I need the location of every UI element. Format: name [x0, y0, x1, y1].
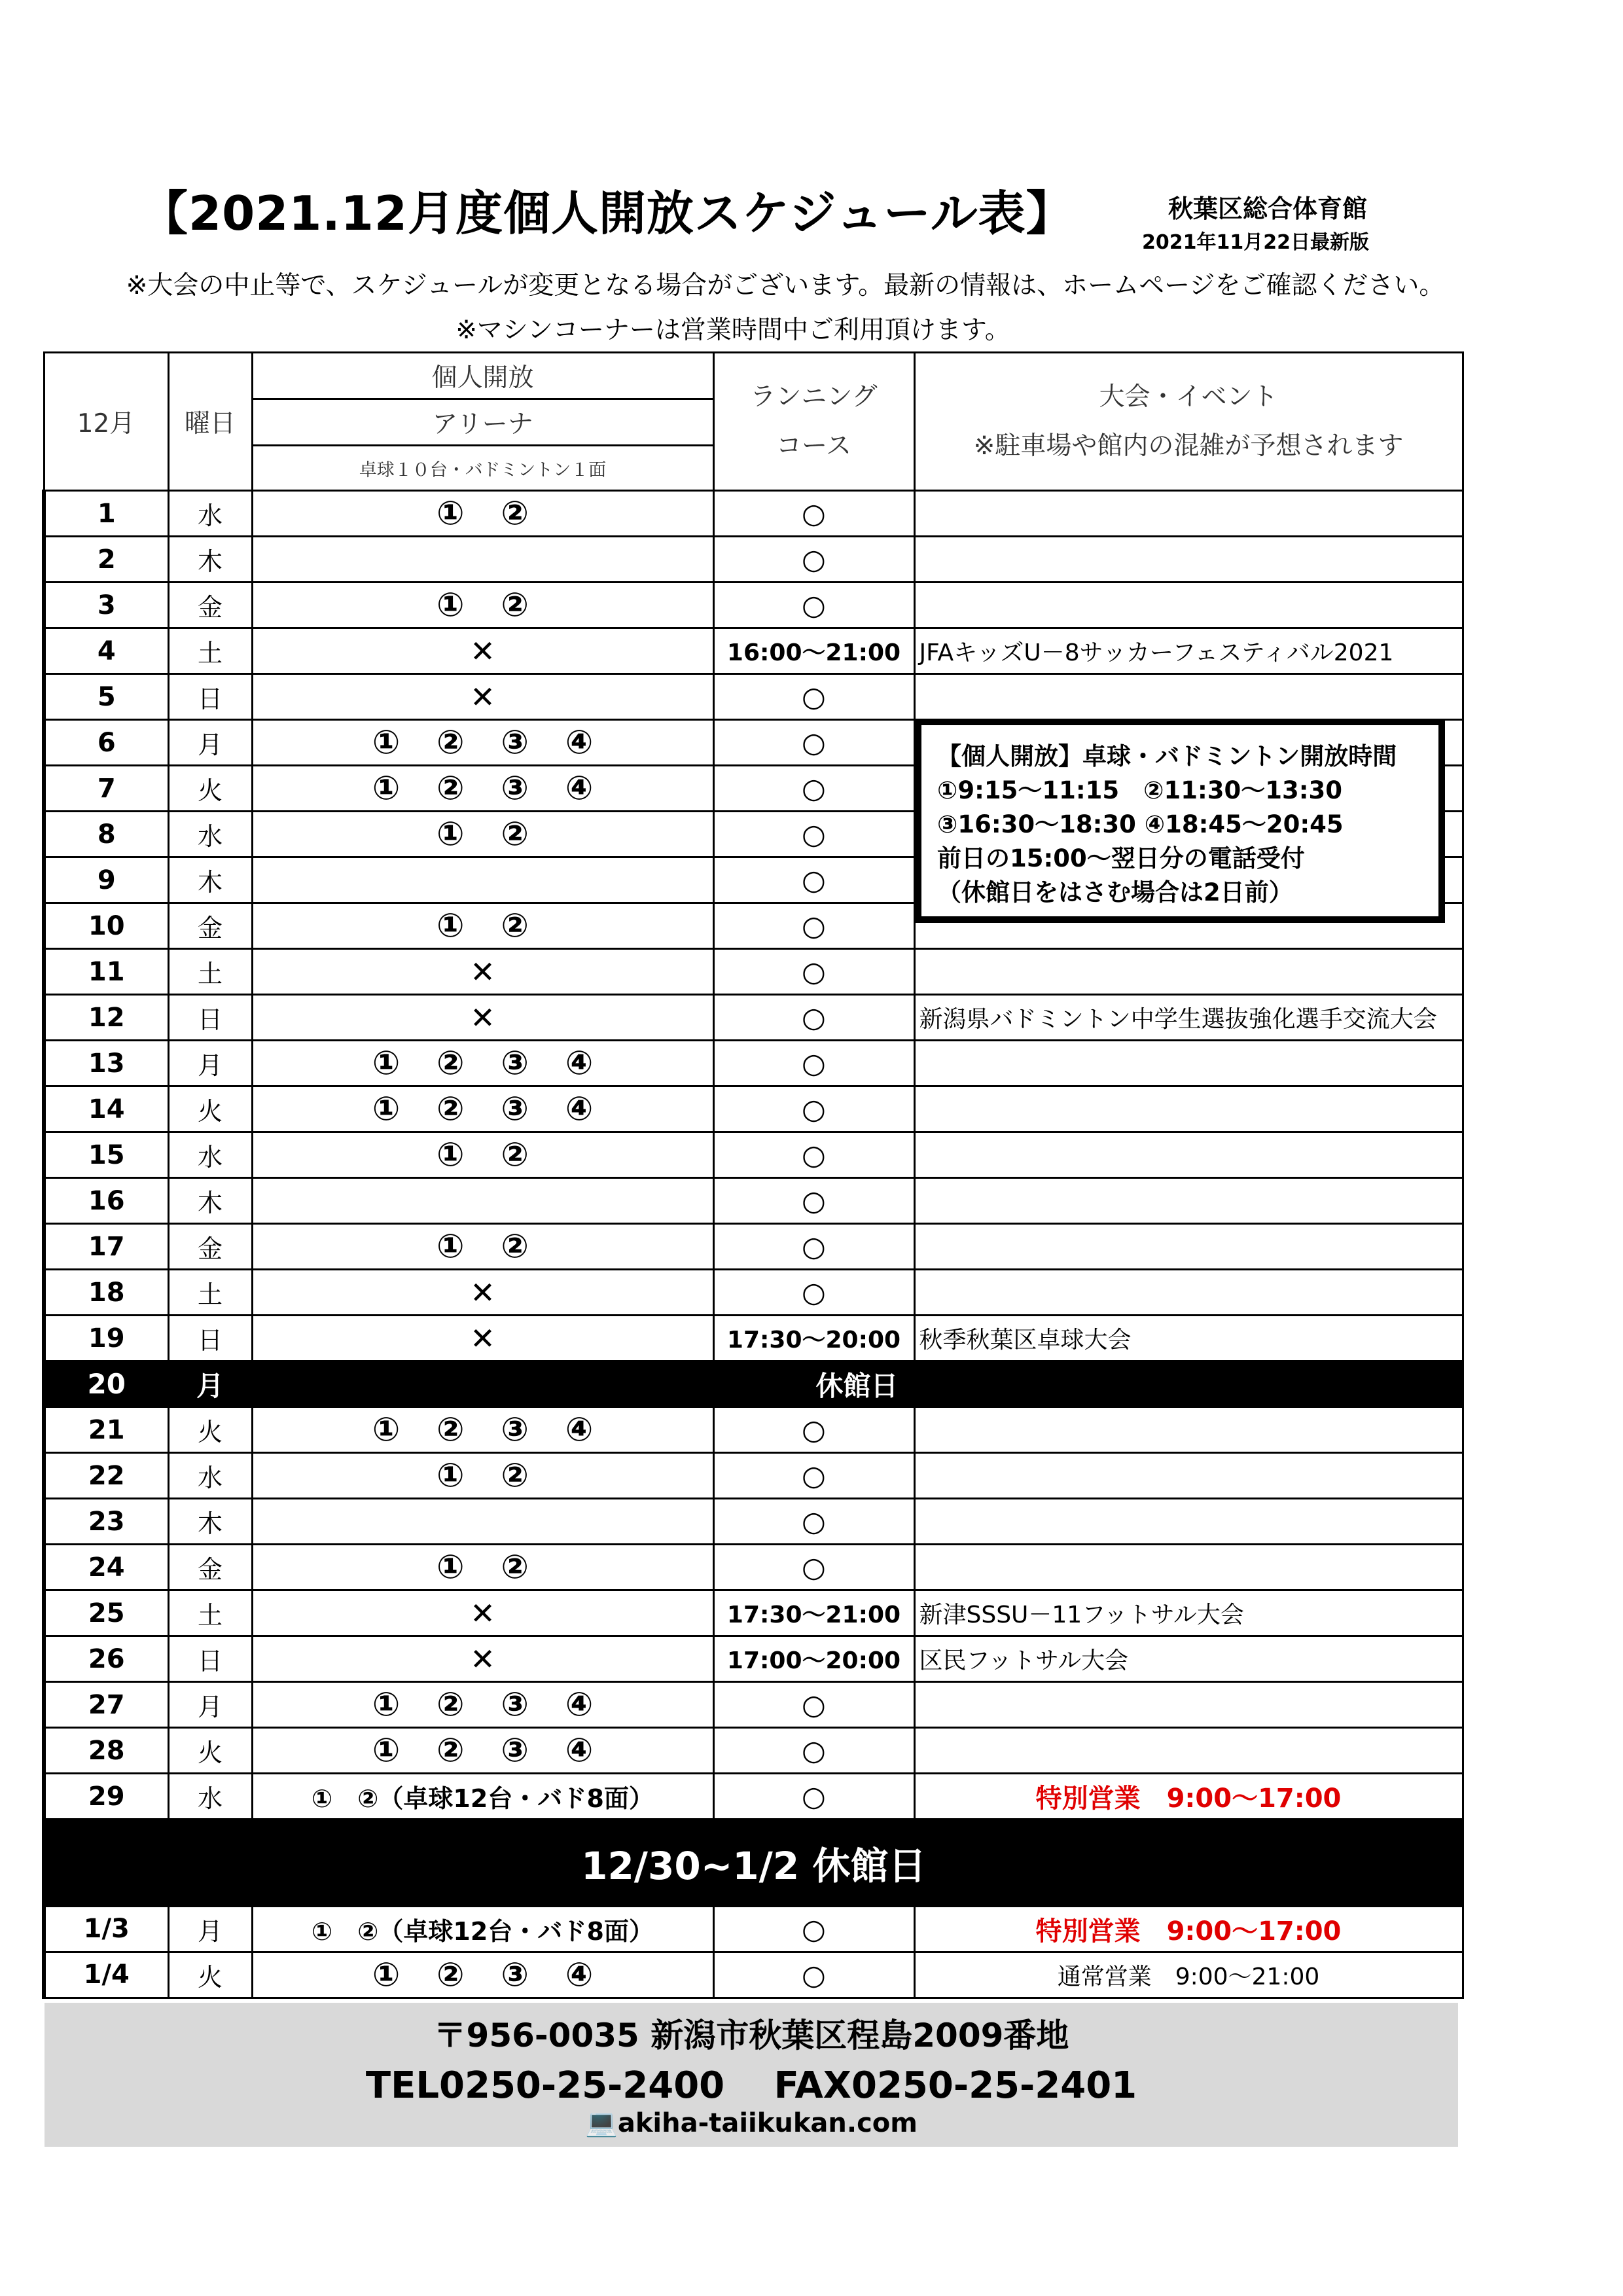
- running-course: ○: [713, 583, 914, 628]
- running-course: ○: [713, 1728, 914, 1774]
- event: [914, 1041, 1463, 1086]
- running-course: ○: [713, 1774, 914, 1820]
- updated-date: 2021年11月22日最新版: [1142, 231, 1369, 254]
- day-number: 3: [44, 583, 168, 628]
- closed-x-mark: ✕: [470, 999, 495, 1035]
- weekday: 木: [168, 537, 252, 583]
- day-number: 5: [44, 674, 168, 720]
- slot-number: ④: [565, 1090, 594, 1128]
- slot-number: ④: [565, 1685, 594, 1724]
- schedule-row: [44, 674, 1463, 720]
- event: [914, 1086, 1463, 1132]
- weekday: 日: [168, 1316, 252, 1361]
- slot-number: ②: [501, 1548, 529, 1587]
- running-course: ○: [713, 1086, 914, 1132]
- arena-slots: [252, 1636, 713, 1682]
- day-number: 2: [44, 537, 168, 583]
- slot-number: ③: [501, 1731, 529, 1770]
- weekday: 月: [168, 1041, 252, 1086]
- weekday: 日: [168, 995, 252, 1041]
- slot-number: ①: [437, 494, 465, 533]
- notice-slots-1: ①9:15～11:15 ②11:30～13:30: [937, 776, 1343, 804]
- arena-slots: [252, 1728, 713, 1774]
- weekday: 金: [168, 903, 252, 949]
- day-number: 28: [44, 1728, 168, 1774]
- schedule-row: [44, 1590, 1463, 1636]
- slot-number: ①: [372, 1090, 401, 1128]
- arena-sub-header: 卓球１０台・バドミントン１面: [252, 446, 713, 491]
- weekday: 金: [168, 583, 252, 628]
- weekday: 金: [168, 1545, 252, 1590]
- slot-number: ③: [501, 1685, 529, 1724]
- arena-slots: [252, 1952, 713, 1998]
- running-course: 16:00～21:00: [713, 628, 914, 674]
- slot-number: ①: [437, 1548, 465, 1587]
- weekday: 日: [168, 674, 252, 720]
- day-number: 27: [44, 1682, 168, 1728]
- slot-number: ④: [565, 1955, 594, 1994]
- notice-phone: 前日の15:00～翌日分の電話受付: [937, 844, 1305, 872]
- arena-slots: [252, 1224, 713, 1270]
- month-header: 12月: [44, 353, 168, 491]
- arena-slots: [252, 995, 713, 1041]
- running-course: ○: [713, 1545, 914, 1590]
- arena-slots: [252, 766, 713, 812]
- slot-number: ③: [501, 723, 529, 762]
- event: 区民フットサル大会: [914, 1636, 1463, 1682]
- day-number: 4: [44, 628, 168, 674]
- schedule-row: [44, 949, 1463, 995]
- weekday: 木: [168, 1499, 252, 1545]
- arena-slots: [252, 1407, 713, 1453]
- weekday: 水: [168, 1132, 252, 1178]
- weekday: 月: [168, 1361, 252, 1407]
- footer-url[interactable]: 💻akiha-taiikukan.com: [585, 2108, 918, 2138]
- slot-number: ①: [437, 906, 465, 945]
- slot-number: ③: [501, 1410, 529, 1449]
- schedule-table: [42, 351, 1464, 1999]
- event: [914, 1545, 1463, 1590]
- schedule-row: [44, 1545, 1463, 1590]
- event: [914, 1132, 1463, 1178]
- running-course: ○: [713, 1132, 914, 1178]
- event: [914, 1453, 1463, 1499]
- arena-slots: [252, 537, 713, 583]
- running-header-line1: ランニング: [750, 382, 878, 412]
- schedule-row: [44, 1906, 1463, 1952]
- weekday: 火: [168, 1728, 252, 1774]
- page-title: 【2021.12月度個人開放スケジュール表】: [141, 186, 1074, 241]
- day-number: 11: [44, 949, 168, 995]
- slot-number: ①: [372, 1685, 401, 1724]
- personal-open-header: 個人開放: [252, 353, 713, 399]
- schedule-row: [44, 583, 1463, 628]
- day-number: 13: [44, 1041, 168, 1086]
- schedule-change-note: ※大会の中止等で、スケジュールが変更となる場合がございます。最新の情報は、ホームページをご確認ください。: [126, 271, 1445, 300]
- running-course: ○: [713, 1499, 914, 1545]
- schedule-row: [44, 1132, 1463, 1178]
- running-course: ○: [713, 674, 914, 720]
- slot-number: ①: [437, 1227, 465, 1266]
- closed-x-mark: ✕: [470, 679, 495, 715]
- slot-number: ②: [437, 1731, 465, 1770]
- running-course: 17:00～20:00: [713, 1636, 914, 1682]
- schedule-row: [44, 995, 1463, 1041]
- arena-slots: [252, 491, 713, 537]
- schedule-row: [44, 1407, 1463, 1453]
- closed-x-mark: ✕: [470, 1320, 495, 1356]
- weekday: 火: [168, 766, 252, 812]
- arena-slots: [252, 1178, 713, 1224]
- footer-address: 〒956-0035 新潟市秋葉区程島2009番地: [433, 2017, 1069, 2054]
- weekday: 金: [168, 1224, 252, 1270]
- slot-number: ②: [437, 1044, 465, 1083]
- running-course: ○: [713, 1952, 914, 1998]
- event: [914, 1407, 1463, 1453]
- day-number: 16: [44, 1178, 168, 1224]
- weekday: 土: [168, 949, 252, 995]
- arena-slots: [252, 674, 713, 720]
- running-course: ○: [713, 1178, 914, 1224]
- event: 通常営業 9:00～21:00: [914, 1952, 1463, 1998]
- event: [914, 1224, 1463, 1270]
- event: JFAキッズU－8サッカーフェスティバル2021: [914, 628, 1463, 674]
- arena-slots: [252, 949, 713, 995]
- event: [914, 1728, 1463, 1774]
- arena-header: アリーナ: [252, 399, 713, 446]
- event: [914, 1270, 1463, 1316]
- schedule-row: [44, 1499, 1463, 1545]
- arena-slots: [252, 1499, 713, 1545]
- weekday: 月: [168, 1906, 252, 1952]
- schedule-row: [44, 1086, 1463, 1132]
- arena-slots: [252, 720, 713, 766]
- schedule-row: [44, 1041, 1463, 1086]
- weekday: 土: [168, 1590, 252, 1636]
- schedule-row: [44, 628, 1463, 674]
- arena-slots: [252, 1682, 713, 1728]
- slot-number: ③: [501, 1044, 529, 1083]
- running-course: ○: [713, 812, 914, 857]
- day-number: 22: [44, 1453, 168, 1499]
- event: 新潟県バドミントン中学生選抜強化選手交流大会: [914, 995, 1463, 1041]
- slot-number: ④: [565, 769, 594, 808]
- running-course: ○: [713, 1906, 914, 1952]
- slot-number: ④: [565, 1044, 594, 1083]
- open-hours-notice: [915, 719, 1445, 923]
- slot-number: ①: [372, 1955, 401, 1994]
- weekday: 水: [168, 1453, 252, 1499]
- slot-number: ④: [565, 1410, 594, 1449]
- slot-number: ②: [437, 769, 465, 808]
- running-course: ○: [713, 949, 914, 995]
- day-number: 20: [44, 1361, 168, 1407]
- machine-corner-note: ※マシンコーナーは営業時間中ご利用頂けます。: [455, 315, 1010, 345]
- day-number: 7: [44, 766, 168, 812]
- arena-slots: [252, 1041, 713, 1086]
- day-number: 17: [44, 1224, 168, 1270]
- day-number: 19: [44, 1316, 168, 1361]
- arena-slots: [252, 1453, 713, 1499]
- running-course: ○: [713, 720, 914, 766]
- schedule-row: [44, 491, 1463, 537]
- weekday: 水: [168, 491, 252, 537]
- event: [914, 1178, 1463, 1224]
- running-course: 17:30～21:00: [713, 1590, 914, 1636]
- schedule-row: [44, 1728, 1463, 1774]
- weekday: 木: [168, 1178, 252, 1224]
- weekday: 水: [168, 1774, 252, 1820]
- arena-slots: [252, 812, 713, 857]
- event: [914, 583, 1463, 628]
- weekday-header: 曜日: [168, 353, 252, 491]
- arena-slots: [252, 1086, 713, 1132]
- schedule-row: [44, 1224, 1463, 1270]
- event: [914, 491, 1463, 537]
- running-course: ○: [713, 995, 914, 1041]
- day-number: 26: [44, 1636, 168, 1682]
- weekday: 木: [168, 857, 252, 903]
- running-header-line2: コース: [776, 431, 852, 461]
- event: [914, 949, 1463, 995]
- day-number: 29: [44, 1774, 168, 1820]
- running-course: ○: [713, 1270, 914, 1316]
- slot-number: ①: [372, 1044, 401, 1083]
- schedule-row: [44, 1952, 1463, 1998]
- slot-number: ②: [501, 1456, 529, 1495]
- day-number: 8: [44, 812, 168, 857]
- running-course: ○: [713, 537, 914, 583]
- slot-number: ④: [565, 1731, 594, 1770]
- day-number: 10: [44, 903, 168, 949]
- event-header-line1: 大会・イベント: [1099, 382, 1278, 412]
- slot-number: ②: [501, 1136, 529, 1174]
- slot-number: ①: [437, 1136, 465, 1174]
- slot-number: ②: [501, 906, 529, 945]
- day-number: 18: [44, 1270, 168, 1316]
- schedule-row: [44, 1636, 1463, 1682]
- running-course: ○: [713, 1041, 914, 1086]
- closed-x-mark: ✕: [470, 1595, 495, 1631]
- slot-number: ②: [437, 1685, 465, 1724]
- day-number: 9: [44, 857, 168, 903]
- day-number: 6: [44, 720, 168, 766]
- slot-number: ①: [372, 723, 401, 762]
- event-header-line2: ※駐車場や館内の混雑が予想されます: [973, 431, 1404, 461]
- schedule-row: [44, 1178, 1463, 1224]
- slot-number: ①: [437, 815, 465, 853]
- schedule-row: [44, 1774, 1463, 1820]
- footer: [45, 2003, 1458, 2147]
- event: 特別営業 9:00～17:00: [914, 1906, 1463, 1952]
- weekday: 土: [168, 628, 252, 674]
- event: 特別営業 9:00～17:00: [914, 1774, 1463, 1820]
- slot-number: ①: [372, 1410, 401, 1449]
- running-course: ○: [713, 1407, 914, 1453]
- arena-slots: [252, 1545, 713, 1590]
- day-number: 25: [44, 1590, 168, 1636]
- slot-number: ①: [372, 1731, 401, 1770]
- slot-number: ③: [501, 1955, 529, 1994]
- arena-slots: [252, 1270, 713, 1316]
- slot-number: ②: [437, 723, 465, 762]
- arena-slots: [252, 1590, 713, 1636]
- weekday: 火: [168, 1952, 252, 1998]
- day-number: 21: [44, 1407, 168, 1453]
- notice-slots-2: ③16:30～18:30 ④18:45～20:45: [937, 810, 1344, 838]
- day-number: 1/3: [44, 1906, 168, 1952]
- running-course: ○: [713, 1224, 914, 1270]
- notice-holiday: （休館日をはさむ場合は2日前）: [937, 878, 1293, 906]
- day-number: 14: [44, 1086, 168, 1132]
- arena-slots: [252, 857, 713, 903]
- arena-slots: ① ②（卓球12台・バド8面）: [252, 1774, 713, 1820]
- slot-number: ②: [437, 1090, 465, 1128]
- event-header: [914, 353, 1463, 491]
- arena-slots: [252, 628, 713, 674]
- event: [914, 537, 1463, 583]
- running-course: ○: [713, 903, 914, 949]
- slot-number: ①: [437, 1456, 465, 1495]
- slot-number: ②: [437, 1955, 465, 1994]
- closed-day-row: [44, 1361, 1463, 1407]
- arena-slots: [252, 1132, 713, 1178]
- schedule-row: [44, 1316, 1463, 1361]
- closed-x-mark: ✕: [470, 1641, 495, 1677]
- schedule-row: [44, 537, 1463, 583]
- schedule-row: [44, 1270, 1463, 1316]
- slot-number: ②: [501, 1227, 529, 1266]
- weekday: 火: [168, 1086, 252, 1132]
- event: [914, 1499, 1463, 1545]
- weekday: 日: [168, 1636, 252, 1682]
- day-number: 12: [44, 995, 168, 1041]
- event: 秋季秋葉区卓球大会: [914, 1316, 1463, 1361]
- slot-number: ①: [372, 769, 401, 808]
- weekday: 月: [168, 720, 252, 766]
- slot-number: ③: [501, 769, 529, 808]
- slot-number: ④: [565, 723, 594, 762]
- slot-number: ②: [437, 1410, 465, 1449]
- running-course: ○: [713, 1453, 914, 1499]
- slot-number: ①: [437, 586, 465, 624]
- running-course: ○: [713, 857, 914, 903]
- day-number: 1/4: [44, 1952, 168, 1998]
- running-course: ○: [713, 1682, 914, 1728]
- weekday: 土: [168, 1270, 252, 1316]
- event: 新津SSSU－11フットサル大会: [914, 1590, 1463, 1636]
- day-number: 24: [44, 1545, 168, 1590]
- schedule-row: [44, 1682, 1463, 1728]
- closed-label: 休館日: [252, 1361, 1463, 1407]
- slot-number: ③: [501, 1090, 529, 1128]
- arena-slots: ① ②（卓球12台・バド8面）: [252, 1906, 713, 1952]
- running-course: ○: [713, 491, 914, 537]
- new-year-closed-row: [44, 1820, 1463, 1907]
- day-number: 15: [44, 1132, 168, 1178]
- running-course-header: [713, 353, 914, 491]
- organization-name: 秋葉区総合体育館: [1168, 194, 1368, 223]
- notice-title: 【個人開放】卓球・バドミントン開放時間: [937, 742, 1397, 770]
- event: [914, 1682, 1463, 1728]
- arena-slots: [252, 903, 713, 949]
- weekday: 水: [168, 812, 252, 857]
- running-course: 17:30～20:00: [713, 1316, 914, 1361]
- running-course: ○: [713, 766, 914, 812]
- day-number: 23: [44, 1499, 168, 1545]
- slot-number: ②: [501, 494, 529, 533]
- closed-x-mark: ✕: [470, 633, 495, 669]
- new-year-closed-label: 12/30~1/2 休館日: [44, 1820, 1463, 1907]
- closed-x-mark: ✕: [470, 954, 495, 990]
- day-number: 1: [44, 491, 168, 537]
- closed-x-mark: ✕: [470, 1274, 495, 1310]
- schedule-row: [44, 1453, 1463, 1499]
- event: [914, 674, 1463, 720]
- footer-phone: TEL0250-25-2400 FAX0250-25-2401: [365, 2064, 1137, 2107]
- arena-slots: [252, 1316, 713, 1361]
- arena-slots: [252, 583, 713, 628]
- slot-number: ②: [501, 586, 529, 624]
- weekday: 火: [168, 1407, 252, 1453]
- slot-number: ②: [501, 815, 529, 853]
- weekday: 月: [168, 1682, 252, 1728]
